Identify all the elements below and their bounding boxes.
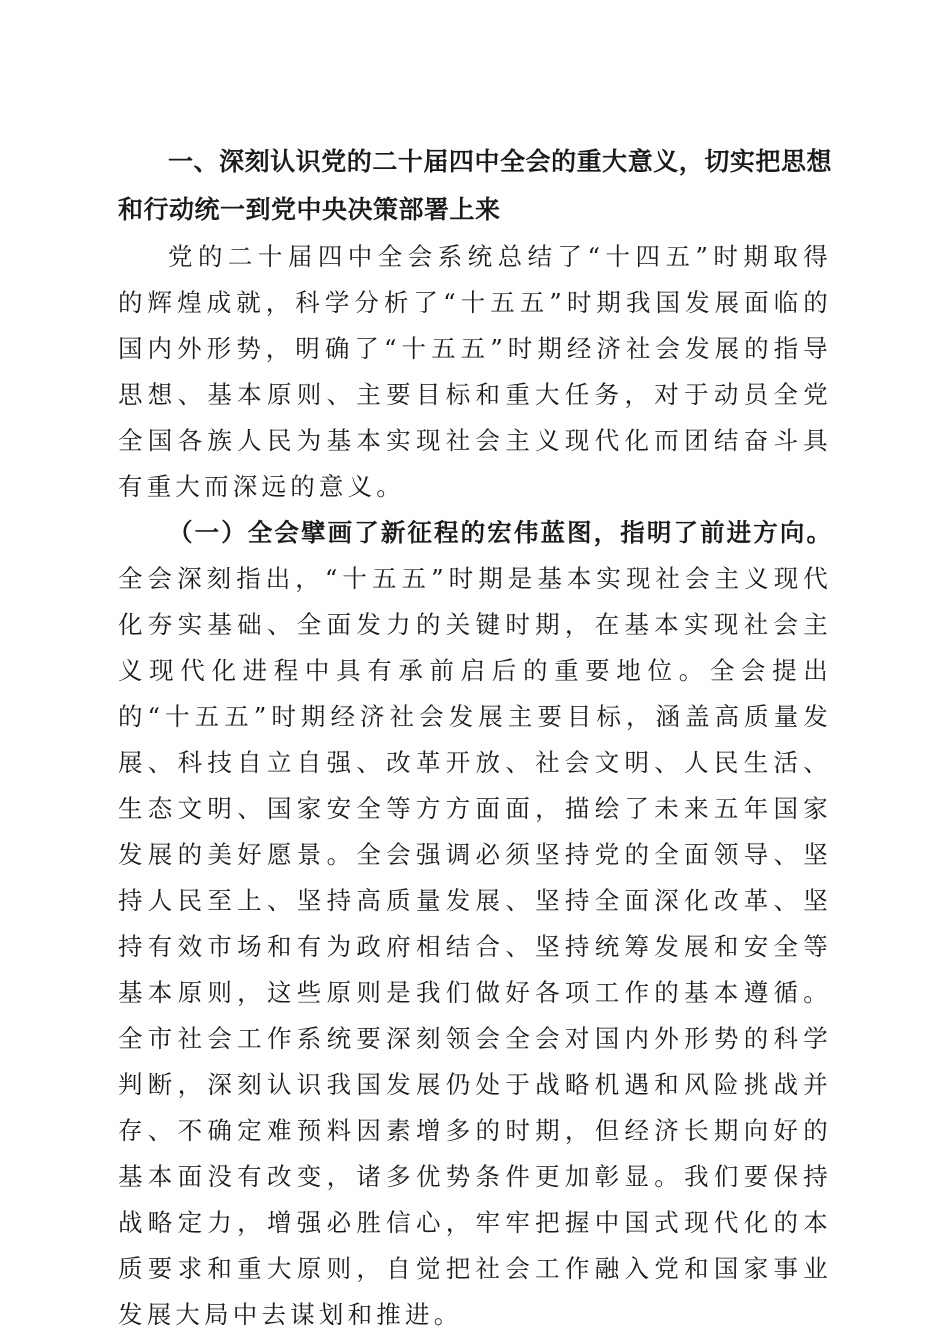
section-heading: 一、深刻认识党的二十届四中全会的重大意义，切实把思想和行动统一到党中央决策部署上来 bbox=[118, 147, 832, 224]
subsection-paragraph bbox=[118, 510, 832, 1338]
subsection-title: （一）全会擘画了新征程的宏伟蓝图，指明了前进方向。 bbox=[168, 518, 832, 547]
document-page bbox=[118, 138, 832, 1338]
subsection-body: 全会深刻指出，“十五五”时期是基本实现社会主义现代化夯实基础、全面发力的关键时期，在基本实现社会主义现代化进程中具有承前启后的重要地位。全会提出的“十五五”时期经济社会发展主要目标，涵盖高质量发展、科技自立自强、改革开放、社会文明、人民生活、生态文明、国家安全等方方面面，描绘了未来五年国家发展的美好愿景。全会强调必须坚持党的全面领导、坚持人民至上、坚持高质量发展、坚持全面深化改革、坚持有效市场和有为政府相结合、坚持统筹发展和安全等基本原则，这些原则是我们做好各项工作的基本遵循。全市社会工作系统要深刻领会全会对国内外形势的科学判断，深刻认识我国发展仍处于战略机遇和风险挑战并存、不确定难预料因素增多的时期，但经济长期向好的基本面没有改变，诸多优势条件更加彰显。我们要保持战略定力，增强必胜信心，牢牢把握中国式现代化的本质要求和重大原则，自觉把社会工作融入党和国家事业发展大局中去谋划和推进。 bbox=[118, 564, 832, 1329]
intro-paragraph: 党的二十届四中全会系统总结了“十四五”时期取得的辉煌成就，科学分析了“十五五”时期我国发展面临的国内外形势，明确了“十五五”时期经济社会发展的指导思想、基本原则、主要目标和重大任务，对于动员全党全国各族人民为基本实现社会主义现代化而团结奋斗具有重大而深远的意义。 bbox=[118, 242, 832, 501]
